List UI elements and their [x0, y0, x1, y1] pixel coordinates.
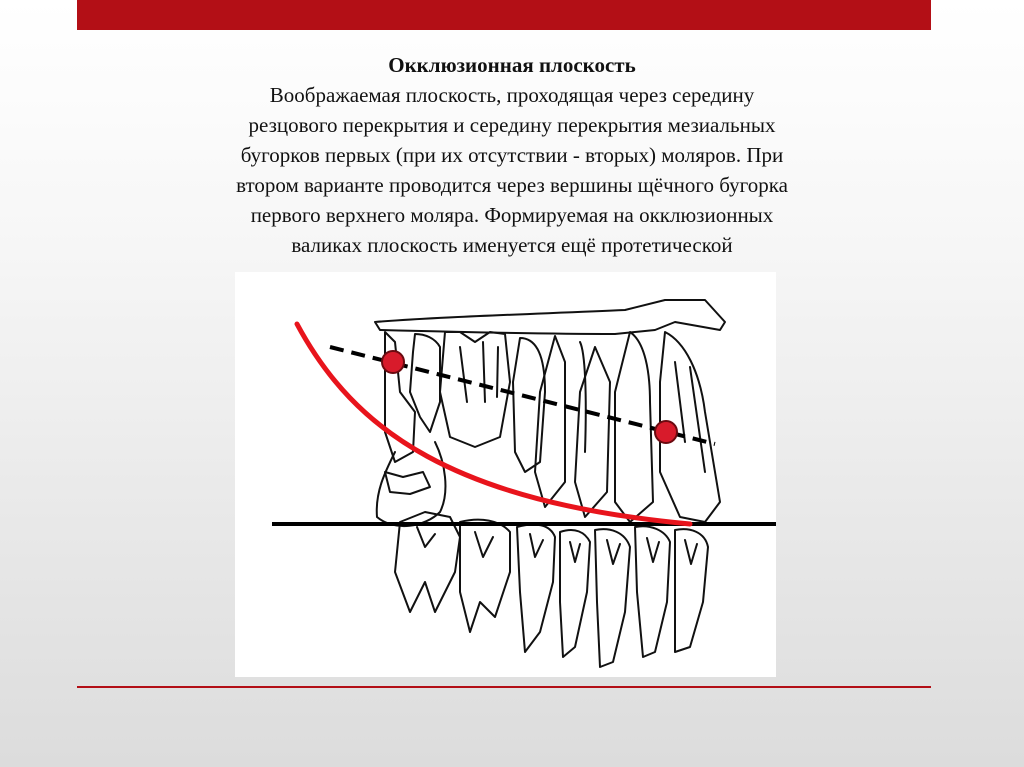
- body-line-5: первого верхнего моляра. Формируемая на окклюзионных: [250, 203, 774, 227]
- body-line-2: резцового перекрытия и середину перекрытия мезиальных: [248, 113, 776, 137]
- body-line-4: втором варианте проводится через вершины щёчного бугорка: [236, 173, 788, 197]
- lower-jaw-outline: [395, 512, 708, 667]
- slide-title: Окклюзионная плоскость: [388, 53, 636, 77]
- teeth-illustration: [235, 272, 776, 677]
- bottom-accent-line: [77, 686, 931, 688]
- molar-cusp-point: [655, 421, 677, 443]
- body-line-1: Воображаемая плоскость, проходящая через середину: [269, 83, 755, 107]
- body-line-3: бугорков первых (при их отсутствии - вторых) моляров. При: [240, 143, 784, 167]
- slide-text: [120, 50, 904, 260]
- top-accent-bar: [77, 0, 931, 30]
- incisal-overlap-point: [382, 351, 404, 373]
- upper-jaw-outline: [375, 300, 725, 526]
- occlusal-plane-diagram: [235, 272, 776, 677]
- body-line-6: валиках плоскость именуется ещё протетической: [291, 233, 733, 257]
